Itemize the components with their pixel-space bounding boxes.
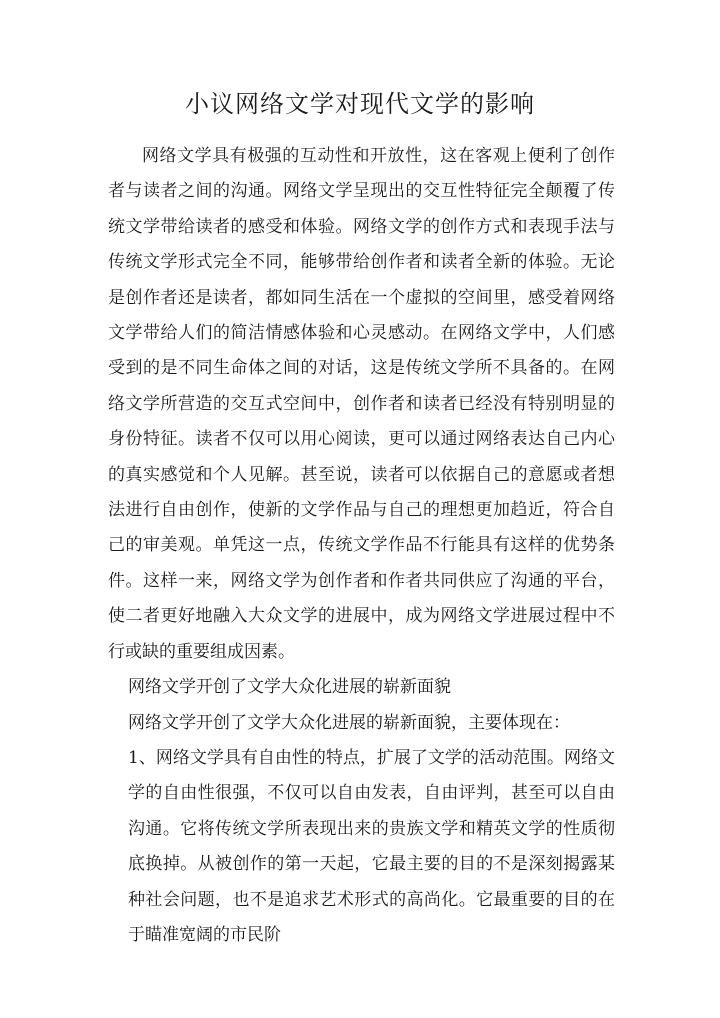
section-heading: 网络文学开创了文学大众化进展的崭新面貌 [128, 677, 451, 698]
paragraph-point-1: 1、网络文学具有自由性的特点，扩展了文学的活动范围。网络文学的自由性很强，不仅可以自由发表，自由评判，甚至可以自由沟通。它将传统文学所表现出来的贵族文学和精英文学的性质彻底换掉。从被创作的第一天起，它最主要的目的不是深刻揭露某种社会问题，也不是追求艺术形式的高尚化。它最重要的目的在于瞄准宽阔的市民阶 [128, 747, 615, 945]
document-body [108, 139, 615, 953]
document-title: 小议网络文学对现代文学的影响 [185, 90, 535, 118]
paragraph-lead: 网络文学开创了文学大众化进展的崭新面貌，主要体现在： [128, 712, 570, 733]
paragraph-intro: 网络文学具有极强的互动性和开放性，这在客观上便利了创作者与读者之间的沟通。网络文学呈现出的交互性特征完全颠覆了传统文学带给读者的感受和体验。网络文学的创作方式和表现手法与传统文学形式完全不同，能够带给创作者和读者全新的体验。无论是创作者还是读者，都如同生活在一个虚拟的空间里，感受着网络文学带给人们的简洁情感体验和心灵感动。在网络文学中，人们感受到的是不同生命体之间的对话，这是传统文学所不具备的。在网络文学所营造的交互式空间中，创作者和读者已经没有特别明显的身份特征。读者不仅可以用心阅读，更可以通过网络表达自己内心的真实感觉和个人见解。甚至说，读者可以依据自己的意愿或者想法进行自由创作，使新的文学作品与自己的理想更加趋近，符合自己的审美观。单凭这一点，传统文学作品不行能具有这样的优势条件。这样一来，网络文学为创作者和作者共同供应了沟通的平台，使二者更好地融入大众文学的进展中，成为网络文学进展过程中不行或缺的重要组成因素。 [108, 146, 615, 662]
